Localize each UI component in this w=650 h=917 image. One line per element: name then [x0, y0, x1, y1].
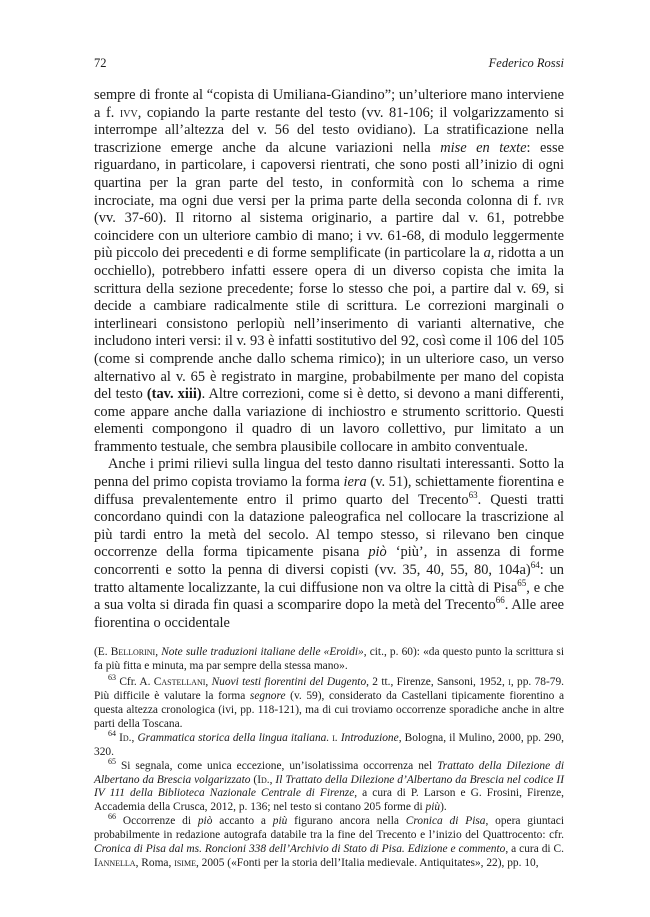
- italic-title: Trattato della Dilezione di Albertano da Brescia volgarizzato: [94, 759, 564, 786]
- running-head: [94, 56, 564, 71]
- text-run: , cit., p. 60): «da questo punto la scrittura si fa più fitta e minuta, ma par sempre della stessa mano».: [94, 646, 564, 673]
- author-name: Bellorini: [110, 646, 156, 659]
- footnote-ref-66[interactable]: 66: [495, 595, 505, 606]
- body-paragraph-2: [94, 456, 564, 632]
- author-name: Id.: [119, 731, 132, 744]
- italic-term: iera: [343, 474, 367, 491]
- text-run: , 2005 («Fonti per la storia dell’Italia medievale. Antiquitates», 22), pp. 10,: [195, 857, 539, 869]
- text-run: ,: [155, 646, 162, 659]
- italic-title: . Introduzione: [334, 731, 399, 744]
- plate-ref: (tav. xiii): [146, 386, 202, 403]
- text-run: : esse riguardano, in particolare, i capoversi rientrati, che sono posti all’inizio di ogni quartina per la gran parte del testo, in conformità con lo schema a rime incrociate, ma ogni due versi per la prima parte della seconda colonna di f.: [94, 139, 564, 209]
- text-run: , opera giuntaci probabilmente in redazione autografa databile tra la fine del Trecento e l’inizio del Quattrocento: cfr.: [94, 815, 564, 842]
- page-number: 72: [94, 56, 107, 70]
- footnote-number: 64: [108, 729, 116, 739]
- volume-ref: i: [508, 676, 511, 689]
- italic-term: a: [483, 245, 491, 262]
- text-run: , 2 tt., Firenze, Sansoni, 1952,: [366, 676, 509, 689]
- italic-title: Cronica di Pisa: [405, 815, 486, 828]
- italic-term: più: [272, 815, 288, 828]
- text-run: , Roma,: [135, 857, 175, 869]
- text-run: Si segnala, come unica eccezione, un’isolatissima occorrenza nel: [116, 759, 438, 772]
- text-run: (E.: [94, 646, 111, 659]
- italic-title: Nuovi testi fiorentini del Dugento: [211, 676, 367, 689]
- text-run: , e che a sua volta si dirada fin quasi a scomparire dopo la metà del Trecento: [94, 579, 564, 614]
- footnote-65: [94, 756, 564, 816]
- italic-term: mise en texte: [440, 139, 527, 156]
- footnote-continuation: [94, 646, 564, 674]
- text-run: Occorrenze di: [116, 815, 198, 828]
- text-run: ,: [269, 773, 276, 786]
- text-run: ).: [440, 801, 447, 814]
- text-run: . Alle aree fiorentina o occidentale: [94, 597, 564, 631]
- text-run: , ridotta a un occhiello), potrebbero infatti essere opera di un diverso copista che imita la scrittura della sezione precedente; forse lo stesso che poi, a partire dal v. 69, si decide a cambiare radicalmente stile di scrittura. Le correzioni marginali o interlineari consistono perlopiù nell’inserimento di varianti alternative, che includono interi versi: il v. 93 è infatti sostitutivo del 92, così come il 106 del 105 (come si comprende anche dallo schema rimico); in un ulteriore caso, un verso alternativo al v. 65 è registrato in margine, probabilmente per mano del copista del testo: [94, 245, 565, 403]
- italic-term: segnore: [249, 690, 286, 703]
- running-head-author: Federico Rossi: [488, 56, 564, 70]
- footnote-number: 66: [108, 812, 116, 822]
- author-name: Id.: [257, 773, 270, 786]
- italic-title: Grammatica storica della lingua italiana.: [137, 731, 333, 744]
- body-paragraph-1: [94, 87, 564, 456]
- italic-term: piò: [368, 544, 387, 561]
- main-text: [94, 87, 564, 632]
- footnote-ref-64[interactable]: 64: [530, 560, 540, 571]
- footnote-ref-65[interactable]: 65: [517, 577, 527, 588]
- folio-ref: ivr: [546, 192, 564, 209]
- text-run: , a cura di P. Larson e G. Frosini, Firenze, Accademia della Crusca, 2012, p. 136; nel testo si contano 205 forme di: [94, 787, 564, 814]
- page: [94, 56, 564, 871]
- text-run: ,: [131, 731, 138, 744]
- publisher-name: isime: [174, 857, 196, 869]
- footnote-66: [94, 812, 564, 871]
- author-name: Castellani: [153, 676, 206, 689]
- footnote-63: [94, 673, 564, 732]
- text-run: , a cura di C.: [505, 843, 564, 856]
- text-run: , pp. 78-79. Più difficile è valutare la forma: [94, 676, 564, 703]
- footnote-ref-63[interactable]: 63: [468, 489, 478, 500]
- text-run: , Bologna, il Mulino, 2000, pp. 290, 320.: [94, 731, 565, 758]
- text-run: : un tratto altamente localizzante, la cui diffusione non va oltre la città di Pisa: [94, 562, 564, 596]
- text-run: (: [250, 773, 258, 786]
- text-run: Cfr. A.: [116, 676, 154, 689]
- text-run: ,: [205, 676, 212, 689]
- text-run: accanto a: [212, 815, 273, 828]
- text-run: figurano ancora nella: [287, 815, 406, 828]
- text-run: Anche i primi rilievi sulla lingua del testo danno risultati interessanti. Sotto la penna del primo copista troviamo la forma: [94, 456, 564, 491]
- author-name: Iannella: [94, 857, 136, 869]
- text-run: , copiando la parte restante del testo (vv. 81-106; il volgarizzamento si interrompe all’altezza del v. 56 del testo ovidiano). La stratificazione nella trascrizione emerge anche da alcune variazioni nella: [94, 104, 564, 156]
- folio-ref: ivv: [119, 104, 138, 121]
- footnote-number: 63: [108, 673, 116, 683]
- text-run: (vv. 37-60). Il ritorno al sistema originario, a partire dal v. 61, potrebbe coincidere con un ulteriore cambio di mano; i vv. 61-68, di modulo leggermente più piccolo dei precedenti e di forme semplificate (in particolare la: [94, 210, 564, 262]
- text-run: . Questi tratti concordano quindi con la datazione paleografica nel collocare la trascrizione al più tardi entro la metà del secolo. Al tempo stesso, si rilevano ben cinque occorrenze della forma tipicamente pisana: [94, 491, 564, 561]
- text-run: (v. 51), schiettamente fiorentina e diffusa prevalentemente entro il primo quarto del Trecento: [94, 474, 565, 508]
- text-run: (v. 59), considerato da Castellani tipicamente fiorentino a questa altezza cronologica (ivi, pp. 118-121), ma di cui troviamo occorrenze sporadiche anche in altre parti della Toscana.: [94, 690, 564, 730]
- italic-title: Il Trattato della Dilezione d’Albertano da Brescia nel codice II IV 111 della Biblioteca Nazionale Centrale di Firenze: [94, 773, 564, 800]
- footnote-64: [94, 729, 565, 760]
- text-run: ‘più’, in assenza di forme concorrenti e sotto la penna di diversi copisti (vv. 35, 40, 55, 80, 104a): [94, 544, 564, 579]
- italic-title: Cronica di Pisa dal ms. Roncioni 338 dell’Archivio di Stato di Pisa. Edizione e commento: [94, 843, 506, 856]
- italic-term: più: [425, 801, 441, 814]
- italic-term: piò: [197, 815, 213, 828]
- text-run: sempre di fronte al “copista di Umiliana-Giandino”; un’ulteriore mano interviene a f.: [94, 87, 564, 121]
- footnote-number: 65: [108, 756, 116, 766]
- footnotes: [94, 646, 564, 871]
- volume-ref: i: [332, 731, 335, 744]
- italic-title: Note sulle traduzioni italiane delle «Eroidi»: [161, 646, 364, 659]
- text-run: . Altre correzioni, come si è detto, si devono a mani differenti, come appare anche dalla variazione di inchiostro e strumento scrittorio. Questi elementi compongono il quadro di un lavoro collettivo, pur limitato a un frammento testuale, che sembra plausibile collocare in ambito conventuale.: [94, 386, 564, 455]
